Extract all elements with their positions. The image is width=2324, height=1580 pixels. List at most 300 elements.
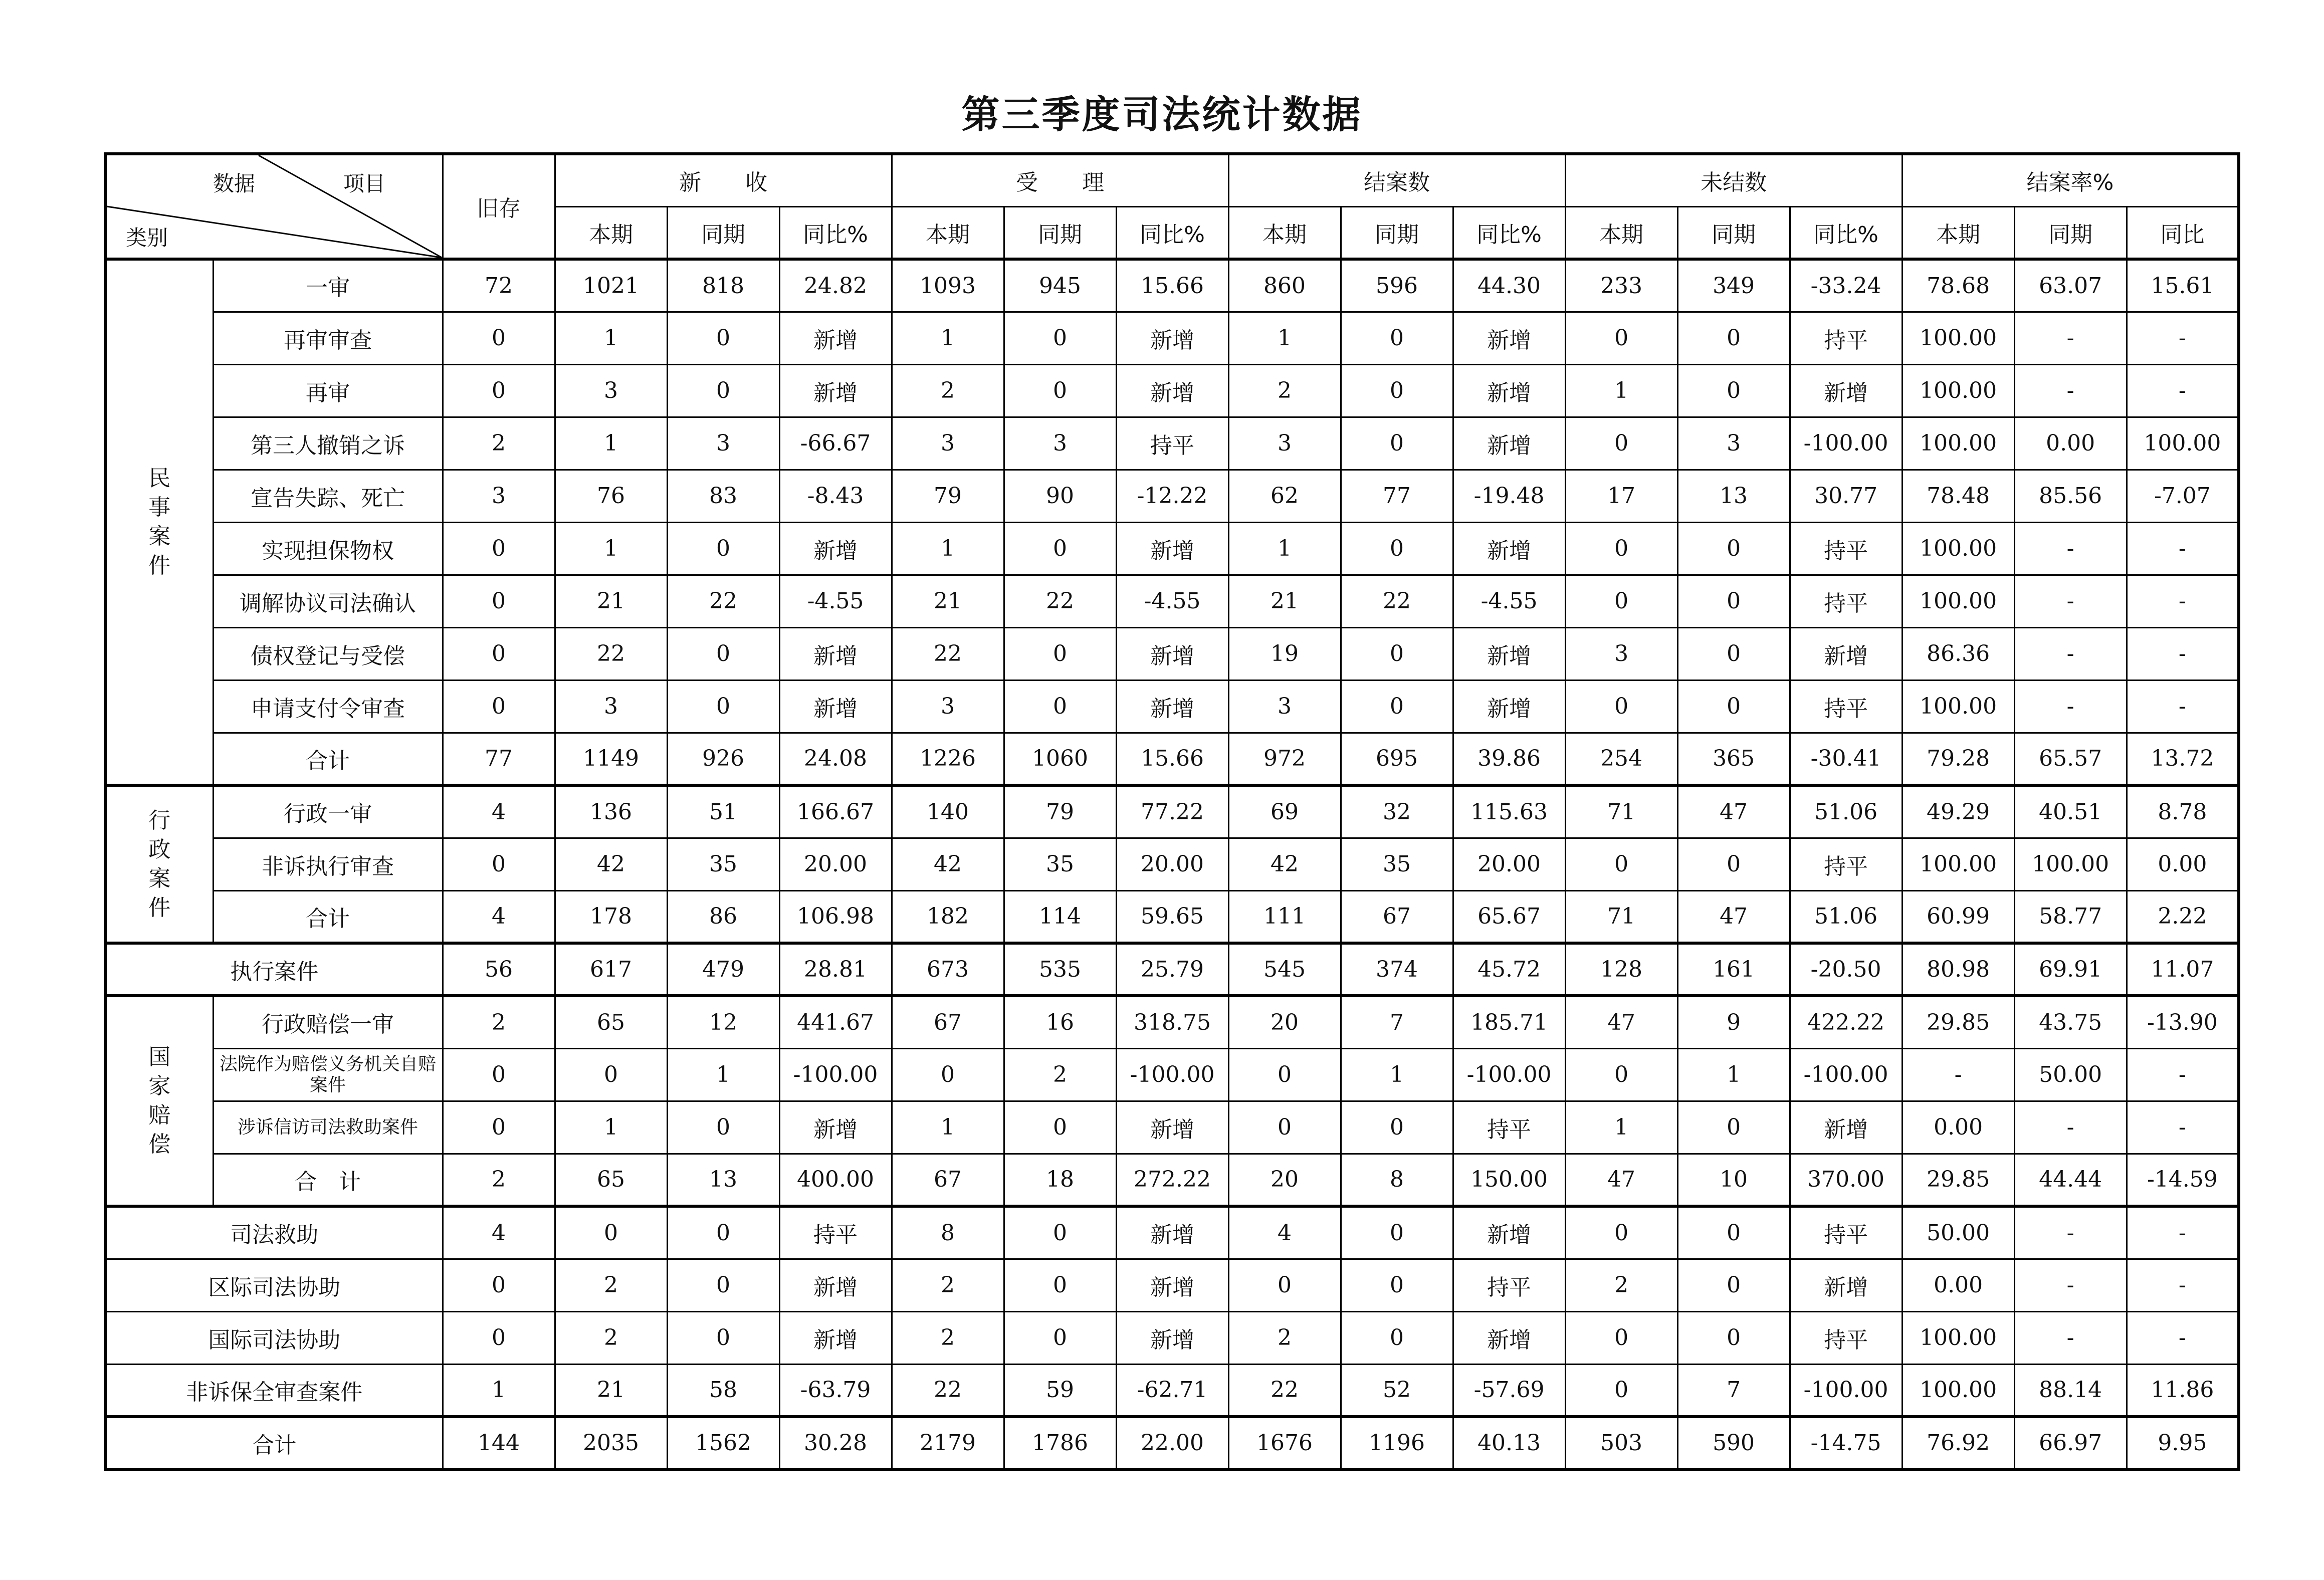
data-cell: -57.69 <box>1453 1364 1565 1417</box>
data-cell: 596 <box>1341 259 1453 312</box>
data-cell: 0 <box>667 364 779 417</box>
row-label: 调解协议司法确认 <box>213 575 443 627</box>
table-row <box>105 1048 2239 1101</box>
data-cell: 545 <box>1228 943 1341 996</box>
data-cell: 0 <box>555 1206 667 1259</box>
table-row <box>105 785 2239 838</box>
table-row <box>105 364 2239 417</box>
data-cell: 86.36 <box>1902 627 2014 680</box>
data-cell: 新增 <box>1453 417 1565 470</box>
data-cell: 818 <box>667 259 779 312</box>
data-cell: 0 <box>1677 575 1790 627</box>
row-label: 申请支付令审查 <box>213 680 443 733</box>
data-cell: 21 <box>555 1364 667 1417</box>
data-cell: 15.66 <box>1116 733 1228 785</box>
data-cell: 0 <box>1565 838 1677 890</box>
data-cell: 29.85 <box>1902 996 2014 1048</box>
data-cell: 0 <box>667 312 779 364</box>
data-cell: 2 <box>443 417 555 470</box>
data-cell: 1021 <box>555 259 667 312</box>
data-cell: 0 <box>1677 1101 1790 1154</box>
data-cell: 42 <box>1228 838 1341 890</box>
data-cell: 2.22 <box>2127 890 2239 943</box>
data-cell: -4.55 <box>779 575 892 627</box>
data-cell: 2 <box>892 364 1004 417</box>
data-cell: 0 <box>1677 838 1790 890</box>
data-cell: 0 <box>1565 312 1677 364</box>
data-cell: 新增 <box>1453 364 1565 417</box>
subheader-previous: 同期 <box>1677 206 1790 259</box>
data-cell: 0 <box>667 1206 779 1259</box>
data-cell: 0 <box>1341 1311 1453 1364</box>
data-cell: 新增 <box>1116 1259 1228 1311</box>
data-cell: 0.00 <box>2014 417 2127 470</box>
table-row <box>105 470 2239 522</box>
data-cell: 4 <box>443 1206 555 1259</box>
data-cell: 2 <box>1565 1259 1677 1311</box>
data-cell: 0 <box>667 1259 779 1311</box>
data-cell: 24.82 <box>779 259 892 312</box>
data-cell: 35 <box>1341 838 1453 890</box>
data-cell: 13 <box>667 1154 779 1206</box>
data-cell: - <box>2127 364 2239 417</box>
data-cell: 78.68 <box>1902 259 2014 312</box>
data-cell: 44.30 <box>1453 259 1565 312</box>
data-cell: -100.00 <box>1790 417 1902 470</box>
data-cell: 2 <box>892 1311 1004 1364</box>
corner-category-label: 类别 <box>126 225 168 250</box>
data-cell: - <box>2127 1101 2239 1154</box>
data-cell: 新增 <box>1116 627 1228 680</box>
corner-item-label: 项目 <box>343 171 386 196</box>
data-cell: 503 <box>1565 1417 1677 1469</box>
data-cell: 35 <box>1004 838 1116 890</box>
data-cell: -20.50 <box>1790 943 1902 996</box>
data-cell: 新增 <box>1453 1311 1565 1364</box>
data-cell: 新增 <box>779 627 892 680</box>
data-cell: 0 <box>1228 1259 1341 1311</box>
data-cell: 1 <box>1228 522 1341 575</box>
data-cell: - <box>2014 1311 2127 1364</box>
data-cell: 2179 <box>892 1417 1004 1469</box>
data-cell: 100.00 <box>1902 575 2014 627</box>
data-cell: 79 <box>1004 785 1116 838</box>
data-cell: 50.00 <box>1902 1206 2014 1259</box>
data-cell: 新增 <box>779 312 892 364</box>
data-cell: 新增 <box>779 680 892 733</box>
data-cell: 47 <box>1677 785 1790 838</box>
data-cell: 0 <box>1677 522 1790 575</box>
data-cell: 0 <box>443 522 555 575</box>
data-cell: 0 <box>1677 1259 1790 1311</box>
data-cell: 持平 <box>1453 1101 1565 1154</box>
data-cell: 7 <box>1677 1364 1790 1417</box>
subheader-ratio: 同比% <box>1790 206 1902 259</box>
data-cell: 0 <box>1341 1101 1453 1154</box>
data-cell: 新增 <box>1116 1101 1228 1154</box>
data-cell: 59.65 <box>1116 890 1228 943</box>
data-cell: 535 <box>1004 943 1116 996</box>
data-cell: 47 <box>1565 996 1677 1048</box>
data-cell: 22 <box>1228 1364 1341 1417</box>
data-cell: 0 <box>667 522 779 575</box>
data-cell: 1 <box>892 312 1004 364</box>
data-cell: 8 <box>892 1206 1004 1259</box>
data-cell: 1 <box>555 312 667 364</box>
subheader-current: 本期 <box>555 206 667 259</box>
data-cell: 20.00 <box>1453 838 1565 890</box>
data-cell: 0 <box>1677 312 1790 364</box>
subheader-ratio: 同比% <box>779 206 892 259</box>
data-cell: 52 <box>1341 1364 1453 1417</box>
data-cell: - <box>2014 364 2127 417</box>
data-cell: 115.63 <box>1453 785 1565 838</box>
data-cell: 3 <box>1565 627 1677 680</box>
data-cell: 3 <box>555 680 667 733</box>
data-cell: 新增 <box>779 1311 892 1364</box>
data-cell: 39.86 <box>1453 733 1565 785</box>
data-cell: 0 <box>443 1311 555 1364</box>
data-cell: 86 <box>667 890 779 943</box>
data-cell: 15.61 <box>2127 259 2239 312</box>
row-label: 实现担保物权 <box>213 522 443 575</box>
data-cell: 新增 <box>1116 1311 1228 1364</box>
data-cell: 新增 <box>1116 364 1228 417</box>
data-cell: 0.00 <box>1902 1101 2014 1154</box>
data-cell: 0 <box>443 1101 555 1154</box>
group-label-civil: 民 事 案 件 <box>105 259 213 785</box>
data-cell: -4.55 <box>1116 575 1228 627</box>
row-label: 区际司法协助 <box>105 1259 443 1311</box>
data-cell: - <box>2127 312 2239 364</box>
data-cell: 926 <box>667 733 779 785</box>
data-cell: - <box>2127 1048 2239 1101</box>
table-row <box>105 575 2239 627</box>
data-cell: 4 <box>443 785 555 838</box>
data-cell: 47 <box>1677 890 1790 943</box>
statistics-table <box>104 152 2240 1471</box>
data-cell: 182 <box>892 890 1004 943</box>
data-cell: 21 <box>1228 575 1341 627</box>
data-cell: 新增 <box>1116 680 1228 733</box>
data-cell: 83 <box>667 470 779 522</box>
data-cell: 18 <box>1004 1154 1116 1206</box>
data-cell: 69.91 <box>2014 943 2127 996</box>
data-cell: 新增 <box>1453 312 1565 364</box>
data-cell: 100.00 <box>1902 1311 2014 1364</box>
data-cell: 100.00 <box>1902 312 2014 364</box>
data-cell: 166.67 <box>779 785 892 838</box>
data-cell: 49.29 <box>1902 785 2014 838</box>
data-cell: 22 <box>555 627 667 680</box>
data-cell: 42 <box>892 838 1004 890</box>
data-cell: 100.00 <box>1902 1364 2014 1417</box>
data-cell: 254 <box>1565 733 1677 785</box>
data-cell: 76.92 <box>1902 1417 2014 1469</box>
data-cell: 0 <box>667 627 779 680</box>
table-row <box>105 996 2239 1048</box>
table-row <box>105 1364 2239 1417</box>
data-cell: 11.86 <box>2127 1364 2239 1417</box>
data-cell: 25.79 <box>1116 943 1228 996</box>
data-cell: 0 <box>667 680 779 733</box>
data-cell: 22 <box>1004 575 1116 627</box>
data-cell: 79.28 <box>1902 733 2014 785</box>
data-cell: 1060 <box>1004 733 1116 785</box>
group-label-state: 国 家 赔 偿 <box>105 996 213 1206</box>
data-cell: 0 <box>1228 1048 1341 1101</box>
data-cell: 0 <box>1341 417 1453 470</box>
data-cell: -33.24 <box>1790 259 1902 312</box>
data-cell: 0 <box>443 1259 555 1311</box>
table-row <box>105 1417 2239 1469</box>
data-cell: 67 <box>1341 890 1453 943</box>
data-cell: 161 <box>1677 943 1790 996</box>
data-cell: 0 <box>667 1101 779 1154</box>
data-cell: 9.95 <box>2127 1417 2239 1469</box>
subheader-previous: 同期 <box>667 206 779 259</box>
data-cell: 100.00 <box>1902 680 2014 733</box>
data-cell: 67 <box>892 1154 1004 1206</box>
data-cell: - <box>2127 1259 2239 1311</box>
data-cell: 0 <box>443 627 555 680</box>
data-cell: 85.56 <box>2014 470 2127 522</box>
data-cell: 0 <box>1004 522 1116 575</box>
data-cell: 19 <box>1228 627 1341 680</box>
data-cell: 77 <box>1341 470 1453 522</box>
row-label: 宣告失踪、死亡 <box>213 470 443 522</box>
data-cell: 71 <box>1565 785 1677 838</box>
data-cell: 63.07 <box>2014 259 2127 312</box>
data-cell: 3 <box>667 417 779 470</box>
data-cell: 136 <box>555 785 667 838</box>
data-cell: 2 <box>1004 1048 1116 1101</box>
data-cell: -30.41 <box>1790 733 1902 785</box>
data-cell: 2 <box>555 1259 667 1311</box>
data-cell: 32 <box>1341 785 1453 838</box>
data-cell: 9 <box>1677 996 1790 1048</box>
data-cell: 13 <box>1677 470 1790 522</box>
data-cell: 1 <box>667 1048 779 1101</box>
data-cell: 22 <box>892 1364 1004 1417</box>
subheader-ratio: 同比 <box>2127 206 2239 259</box>
data-cell: 3 <box>443 470 555 522</box>
data-cell: -100.00 <box>1790 1364 1902 1417</box>
data-cell: 0 <box>1677 627 1790 680</box>
data-cell: 349 <box>1677 259 1790 312</box>
data-cell: 272.22 <box>1116 1154 1228 1206</box>
data-cell: 新增 <box>1790 1101 1902 1154</box>
subheader-current: 本期 <box>1902 206 2014 259</box>
data-cell: 新增 <box>779 364 892 417</box>
data-cell: 新增 <box>779 522 892 575</box>
row-label: 再审 <box>213 364 443 417</box>
data-cell: 58 <box>667 1364 779 1417</box>
row-label: 执行案件 <box>105 943 443 996</box>
data-cell: 新增 <box>779 1101 892 1154</box>
data-cell: -100.00 <box>1116 1048 1228 1101</box>
data-cell: 1 <box>1677 1048 1790 1101</box>
data-cell: -8.43 <box>779 470 892 522</box>
row-label: 非诉执行审查 <box>213 838 443 890</box>
data-cell: 2 <box>1228 364 1341 417</box>
data-cell: -12.22 <box>1116 470 1228 522</box>
data-cell: 128 <box>1565 943 1677 996</box>
data-cell: 0 <box>1341 312 1453 364</box>
subheader-ratio: 同比% <box>1453 206 1565 259</box>
data-cell: 0 <box>1565 575 1677 627</box>
data-cell: 51 <box>667 785 779 838</box>
group-header-new: 新 收 <box>555 154 892 206</box>
data-cell: 15.66 <box>1116 259 1228 312</box>
data-cell: 新增 <box>1453 1206 1565 1259</box>
data-cell: -7.07 <box>2127 470 2239 522</box>
data-cell: 0.00 <box>2127 838 2239 890</box>
table-row <box>105 522 2239 575</box>
corner-data-label: 数据 <box>213 171 256 196</box>
data-cell: 441.67 <box>779 996 892 1048</box>
data-cell: 1196 <box>1341 1417 1453 1469</box>
data-cell: 65.57 <box>2014 733 2127 785</box>
data-cell: 28.81 <box>779 943 892 996</box>
data-cell: 22 <box>1341 575 1453 627</box>
data-cell: 100.00 <box>1902 838 2014 890</box>
data-cell: 0 <box>1677 680 1790 733</box>
data-cell: 21 <box>892 575 1004 627</box>
data-cell: 1 <box>1565 1101 1677 1154</box>
data-cell: 77 <box>443 733 555 785</box>
data-cell: 71 <box>1565 890 1677 943</box>
row-label: 合计 <box>105 1417 443 1469</box>
data-cell: 69 <box>1228 785 1341 838</box>
data-cell: 79 <box>892 470 1004 522</box>
table-row <box>105 627 2239 680</box>
data-cell: 80.98 <box>1902 943 2014 996</box>
data-cell: 22 <box>667 575 779 627</box>
data-cell: 0 <box>1677 364 1790 417</box>
data-cell: 45.72 <box>1453 943 1565 996</box>
data-cell: 370.00 <box>1790 1154 1902 1206</box>
row-label: 法院作为赔偿义务机关自赔案件 <box>213 1048 443 1101</box>
data-cell: 0 <box>1341 1259 1453 1311</box>
data-cell: 0 <box>892 1048 1004 1101</box>
table-row <box>105 1154 2239 1206</box>
data-cell: 2 <box>443 996 555 1048</box>
data-cell: 持平 <box>1790 575 1902 627</box>
data-cell: - <box>2014 1206 2127 1259</box>
row-label: 第三人撤销之诉 <box>213 417 443 470</box>
data-cell: 持平 <box>1790 312 1902 364</box>
data-cell: 1562 <box>667 1417 779 1469</box>
table-row <box>105 1259 2239 1311</box>
data-cell: 2 <box>1228 1311 1341 1364</box>
data-cell: 479 <box>667 943 779 996</box>
data-cell: 0 <box>1565 1206 1677 1259</box>
data-cell: 43.75 <box>2014 996 2127 1048</box>
data-cell: 12 <box>667 996 779 1048</box>
data-cell: 150.00 <box>1453 1154 1565 1206</box>
data-cell: 30.77 <box>1790 470 1902 522</box>
data-cell: 4 <box>443 890 555 943</box>
data-cell: 2 <box>443 1154 555 1206</box>
data-cell: 3 <box>555 364 667 417</box>
data-cell: 0 <box>1004 1311 1116 1364</box>
data-cell: 77.22 <box>1116 785 1228 838</box>
data-cell: 21 <box>555 575 667 627</box>
data-cell: 673 <box>892 943 1004 996</box>
data-cell: 60.99 <box>1902 890 2014 943</box>
data-cell: 65 <box>555 1154 667 1206</box>
table-row <box>105 417 2239 470</box>
data-cell: 24.08 <box>779 733 892 785</box>
data-cell: 0 <box>443 312 555 364</box>
data-cell: 0 <box>443 1048 555 1101</box>
data-cell: 0 <box>1677 1311 1790 1364</box>
data-cell: 新增 <box>1453 627 1565 680</box>
data-cell: 8.78 <box>2127 785 2239 838</box>
data-cell: 0 <box>555 1048 667 1101</box>
data-cell: 29.85 <box>1902 1154 2014 1206</box>
data-cell: -13.90 <box>2127 996 2239 1048</box>
data-cell: 56 <box>443 943 555 996</box>
data-cell: 4 <box>1228 1206 1341 1259</box>
page-title: 第三季度司法统计数据 <box>961 92 1363 137</box>
group-header-accepted: 受 理 <box>892 154 1228 206</box>
data-cell: 3 <box>1004 417 1116 470</box>
data-cell: 1 <box>443 1364 555 1417</box>
data-cell: 422.22 <box>1790 996 1902 1048</box>
data-cell: 持平 <box>1790 838 1902 890</box>
data-cell: 233 <box>1565 259 1677 312</box>
data-cell: 65.67 <box>1453 890 1565 943</box>
data-cell: 新增 <box>1453 522 1565 575</box>
data-cell: 22.00 <box>1116 1417 1228 1469</box>
data-cell: - <box>2014 1259 2127 1311</box>
data-cell: - <box>2014 680 2127 733</box>
data-cell: 新增 <box>1116 312 1228 364</box>
data-cell: 新增 <box>779 1259 892 1311</box>
data-cell: 0 <box>1565 1048 1677 1101</box>
data-cell: 0 <box>1004 364 1116 417</box>
data-cell: 144 <box>443 1417 555 1469</box>
table-row <box>105 943 2239 996</box>
table-row <box>105 890 2239 943</box>
data-cell: 22 <box>892 627 1004 680</box>
data-cell: 3 <box>1677 417 1790 470</box>
data-cell: 10 <box>1677 1154 1790 1206</box>
data-cell: 88.14 <box>2014 1364 2127 1417</box>
data-cell: 1 <box>555 1101 667 1154</box>
group-header-closed: 结案数 <box>1228 154 1565 206</box>
data-cell: 1 <box>892 522 1004 575</box>
row-label: 一审 <box>213 259 443 312</box>
data-cell: 90 <box>1004 470 1116 522</box>
data-cell: 新增 <box>1790 627 1902 680</box>
data-cell: 0 <box>1341 364 1453 417</box>
data-cell: 44.44 <box>2014 1154 2127 1206</box>
header-row-groups <box>105 154 2239 206</box>
data-cell: 100.00 <box>1902 417 2014 470</box>
data-cell: 16 <box>1004 996 1116 1048</box>
data-cell: 318.75 <box>1116 996 1228 1048</box>
data-cell: 0 <box>1565 1364 1677 1417</box>
data-cell: -62.71 <box>1116 1364 1228 1417</box>
data-cell: -14.75 <box>1790 1417 1902 1469</box>
data-cell: 3 <box>1228 680 1341 733</box>
data-cell: - <box>2127 575 2239 627</box>
data-cell: 617 <box>555 943 667 996</box>
data-cell: 185.71 <box>1453 996 1565 1048</box>
